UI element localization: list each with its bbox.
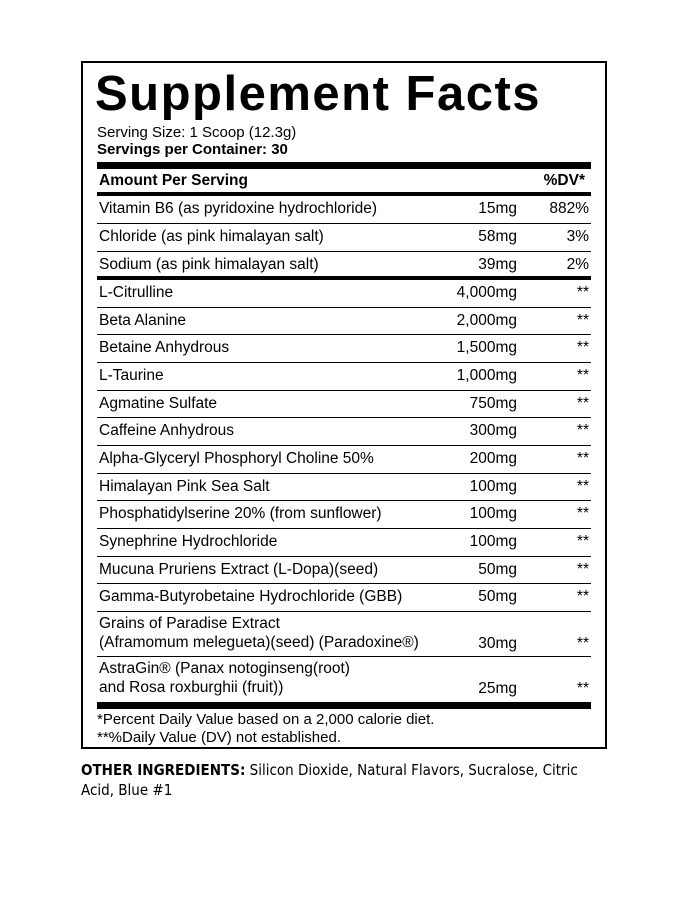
ingredient-dv: ** xyxy=(576,505,589,522)
row-divider xyxy=(97,251,591,252)
ingredient-dv: ** xyxy=(576,422,589,439)
ingredient-amount: 4,000mg xyxy=(456,284,517,301)
divider-thick xyxy=(97,162,591,169)
ingredient-name-line2: and Rosa roxburghii (fruit)) xyxy=(99,679,284,696)
row-divider xyxy=(97,223,591,224)
nutrient-name: Chloride (as pink himalayan salt) xyxy=(99,228,324,245)
ingredient-name: Synephrine Hydrochloride xyxy=(99,533,278,550)
nutrient-amount: 58mg xyxy=(478,228,517,245)
ingredient-amount: 300mg xyxy=(469,422,517,439)
ingredient-amount: 100mg xyxy=(469,505,517,522)
ingredient-amount: 30mg xyxy=(478,635,517,652)
nutrient-name: Sodium (as pink himalayan salt) xyxy=(99,256,319,273)
ingredient-dv: ** xyxy=(576,312,589,329)
ingredient-dv: ** xyxy=(576,395,589,412)
ingredient-name: Phosphatidylserine 20% (from sunflower) xyxy=(99,505,382,522)
ingredient-amount: 1,500mg xyxy=(456,339,517,356)
row-divider xyxy=(97,500,591,501)
row-divider xyxy=(97,556,591,557)
ingredient-name: Himalayan Pink Sea Salt xyxy=(99,478,270,495)
footnote-not-established: **%Daily Value (DV) not established. xyxy=(97,729,342,746)
other-ingredients-label: OTHER INGREDIENTS: xyxy=(81,761,246,779)
ingredient-name: Beta Alanine xyxy=(99,312,187,329)
ingredient-dv: ** xyxy=(576,478,589,495)
ingredient-name: Alpha-Glyceryl Phosphoryl Choline 50% xyxy=(99,450,374,467)
ingredient-name-line1: Grains of Paradise Extract xyxy=(99,615,280,632)
nutrient-dv: 3% xyxy=(566,228,589,245)
ingredient-name-line1: AstraGin® (Panax notoginseng(root) xyxy=(99,660,350,677)
ingredient-dv: ** xyxy=(576,635,589,652)
footnote-dv: *Percent Daily Value based on a 2,000 calorie diet. xyxy=(97,711,435,728)
nutrient-amount: 15mg xyxy=(478,200,517,217)
ingredient-dv: ** xyxy=(576,367,589,384)
ingredient-amount: 100mg xyxy=(469,533,517,550)
ingredient-name: Betaine Anhydrous xyxy=(99,339,230,356)
divider-section xyxy=(97,276,591,280)
divider-thick-bottom xyxy=(97,702,591,709)
ingredient-dv: ** xyxy=(576,284,589,301)
row-divider xyxy=(97,473,591,474)
ingredient-amount: 50mg xyxy=(478,561,517,578)
ingredient-amount: 1,000mg xyxy=(456,367,517,384)
ingredient-amount: 100mg xyxy=(469,478,517,495)
row-divider xyxy=(97,656,591,657)
ingredient-dv: ** xyxy=(576,339,589,356)
ingredient-dv: ** xyxy=(576,680,589,697)
ingredient-amount: 25mg xyxy=(478,680,517,697)
row-divider xyxy=(97,417,591,418)
row-divider xyxy=(97,445,591,446)
row-divider xyxy=(97,611,591,612)
ingredient-dv: ** xyxy=(576,588,589,605)
ingredient-name-line2: (Aframomum melegueta)(seed) (Paradoxine®) xyxy=(99,634,419,651)
ingredient-amount: 750mg xyxy=(469,395,517,412)
dv-column-label: %DV* xyxy=(543,172,585,189)
row-divider xyxy=(97,583,591,584)
nutrient-amount: 39mg xyxy=(478,256,517,273)
row-divider xyxy=(97,334,591,335)
servings-per-container: Servings per Container: 30 xyxy=(97,141,288,158)
other-ingredients-text: Silicon Dioxide, Natural Flavors, Sucralose, Citric Acid, Blue #1 xyxy=(81,761,578,799)
serving-size: Serving Size: 1 Scoop (12.3g) xyxy=(97,124,297,141)
nutrient-name: Vitamin B6 (as pyridoxine hydrochloride) xyxy=(99,200,377,217)
supplement-facts-panel xyxy=(81,61,607,749)
amount-per-serving-label: Amount Per Serving xyxy=(99,172,248,189)
nutrient-dv: 882% xyxy=(549,200,589,217)
row-divider xyxy=(97,528,591,529)
ingredient-name: Gamma-Butyrobetaine Hydrochloride (GBB) xyxy=(99,588,403,605)
row-divider xyxy=(97,362,591,363)
row-divider xyxy=(97,307,591,308)
ingredient-dv: ** xyxy=(576,450,589,467)
ingredient-name: Caffeine Anhydrous xyxy=(99,422,235,439)
ingredient-amount: 200mg xyxy=(469,450,517,467)
ingredient-name: Mucuna Pruriens Extract (L-Dopa)(seed) xyxy=(99,561,379,578)
ingredient-amount: 2,000mg xyxy=(456,312,517,329)
ingredient-name: L-Taurine xyxy=(99,367,164,384)
ingredient-amount: 50mg xyxy=(478,588,517,605)
divider-header xyxy=(97,192,591,196)
ingredient-name: Agmatine Sulfate xyxy=(99,395,218,412)
other-ingredients xyxy=(81,760,601,800)
ingredient-name: L-Citrulline xyxy=(99,284,174,301)
ingredient-dv: ** xyxy=(576,533,589,550)
row-divider xyxy=(97,390,591,391)
panel-title: Supplement Facts xyxy=(95,67,542,121)
nutrient-dv: 2% xyxy=(566,256,589,273)
ingredient-dv: ** xyxy=(576,561,589,578)
